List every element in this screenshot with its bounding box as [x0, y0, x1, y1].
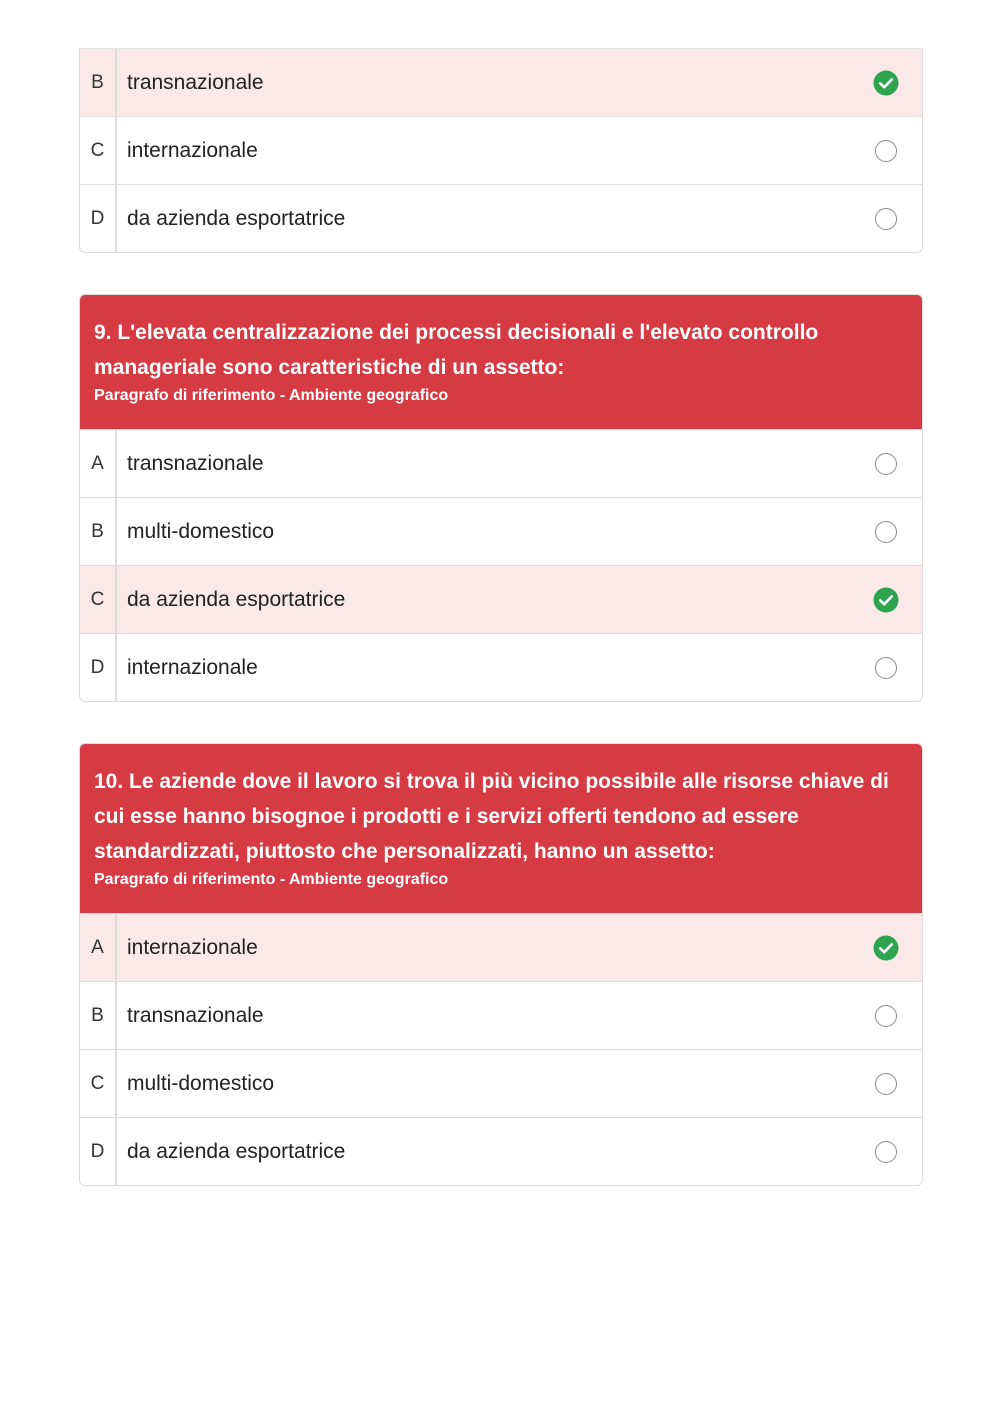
question-title: 10. Le aziende dove il lavoro si trova il più vicino possibile alle risorse chiave di cui esse hanno bisognoe i prodotti e i servizi offerti tendono ad essere standardizzati, piuttosto che personalizzati, hanno un assetto: — [94, 770, 889, 863]
option-letter: C — [80, 1050, 117, 1117]
option-row[interactable] — [80, 565, 922, 633]
option-letter: C — [80, 566, 117, 633]
option-text: internazionale — [127, 935, 258, 959]
option-text: transnazionale — [127, 1003, 264, 1027]
radio-empty-icon[interactable] — [875, 140, 897, 162]
option-mark[interactable] — [850, 566, 922, 633]
option-text: da azienda esportatrice — [127, 1139, 346, 1163]
question-title: 9. L'elevata centralizzazione dei processi decisionali e l'elevato controllo manageriale sono caratteristiche di un assetto: — [94, 321, 819, 379]
option-mark[interactable] — [850, 498, 922, 565]
option-letter: C — [80, 117, 117, 184]
radio-empty-icon[interactable] — [875, 453, 897, 475]
option-letter: B — [80, 982, 117, 1049]
option-row[interactable] — [80, 1117, 922, 1185]
option-row[interactable] — [80, 48, 922, 116]
check-circle-icon — [873, 587, 899, 613]
option-letter: D — [80, 185, 117, 252]
question-header — [80, 295, 922, 429]
radio-empty-icon[interactable] — [875, 1073, 897, 1095]
option-letter: D — [80, 634, 117, 701]
question-reference: Paragrafo di riferimento - Ambiente geografico — [94, 871, 449, 888]
option-text: multi-domestico — [127, 1071, 275, 1095]
option-text: internazionale — [127, 138, 258, 162]
option-letter: A — [80, 430, 117, 497]
option-row[interactable] — [80, 633, 922, 701]
option-mark[interactable] — [850, 185, 922, 252]
option-letter: B — [80, 498, 117, 565]
option-row[interactable] — [80, 497, 922, 565]
option-row[interactable] — [80, 913, 922, 981]
check-circle-icon — [873, 935, 899, 961]
question-card-9 — [79, 294, 923, 702]
option-letter: B — [80, 49, 117, 116]
option-mark[interactable] — [850, 1050, 922, 1117]
option-mark[interactable] — [850, 634, 922, 701]
question-card-8-continued — [79, 48, 923, 253]
option-mark[interactable] — [850, 430, 922, 497]
radio-empty-icon[interactable] — [875, 1005, 897, 1027]
question-card-10 — [79, 743, 923, 1186]
option-mark[interactable] — [850, 982, 922, 1049]
option-mark[interactable] — [850, 117, 922, 184]
option-row[interactable] — [80, 184, 922, 252]
option-text: da azienda esportatrice — [127, 206, 346, 230]
check-circle-icon — [873, 70, 899, 96]
option-row[interactable] — [80, 116, 922, 184]
option-text: transnazionale — [127, 451, 264, 475]
option-letter: D — [80, 1118, 117, 1185]
option-mark[interactable] — [850, 1118, 922, 1185]
option-row[interactable] — [80, 1049, 922, 1117]
option-row[interactable] — [80, 981, 922, 1049]
question-reference: Paragrafo di riferimento - Ambiente geografico — [94, 387, 449, 404]
radio-empty-icon[interactable] — [875, 208, 897, 230]
option-text: transnazionale — [127, 70, 264, 94]
question-header — [80, 744, 922, 913]
option-row[interactable] — [80, 429, 922, 497]
option-mark[interactable] — [850, 914, 922, 981]
option-letter: A — [80, 914, 117, 981]
radio-empty-icon[interactable] — [875, 1141, 897, 1163]
option-text: da azienda esportatrice — [127, 587, 346, 611]
option-text: multi-domestico — [127, 519, 275, 543]
radio-empty-icon[interactable] — [875, 521, 897, 543]
option-text: internazionale — [127, 655, 258, 679]
option-mark[interactable] — [850, 49, 922, 116]
radio-empty-icon[interactable] — [875, 657, 897, 679]
